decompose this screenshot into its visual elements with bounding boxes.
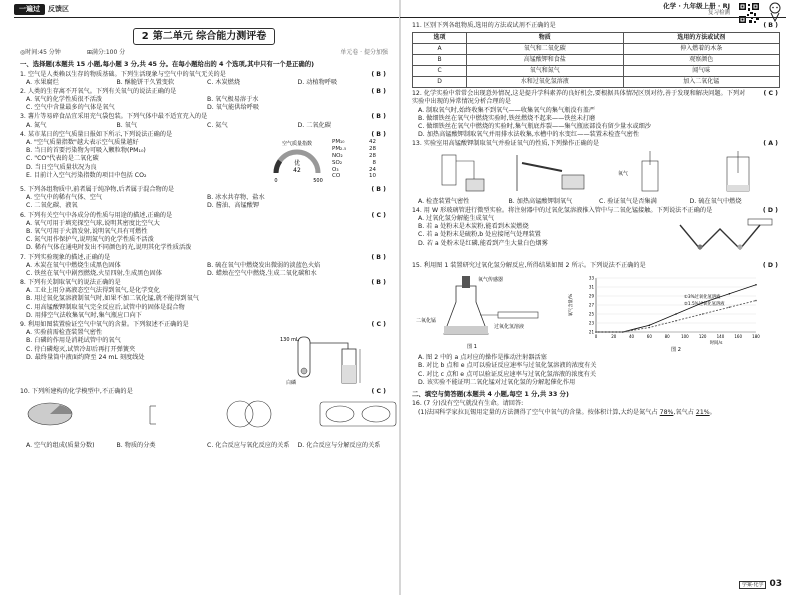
fig13-apparatus [412, 149, 782, 195]
aqi-item [332, 167, 376, 174]
option-c[interactable]: C. 化合反应与氧化反应的关系 [207, 441, 290, 449]
option-list [20, 194, 388, 210]
q16-answer-nitrogen[interactable]: 78% [659, 408, 674, 416]
x-axis-label: 时间/s [709, 341, 723, 347]
option-c[interactable]: C. 对比 c 点和 e 点可以验证反应速率与过氧化氢溶液的浓度有关 [418, 370, 597, 378]
aqi-item [332, 160, 376, 167]
x-tick-label: 20 [611, 334, 617, 340]
table-row [413, 77, 780, 88]
option-c[interactable]: C. 用高锰酸钾制取氧气完全反应后,试管中的固体是混合物 [26, 303, 185, 311]
question-options-col [412, 215, 664, 261]
question-13 [412, 140, 780, 206]
option-b[interactable]: B. 氧气 [116, 121, 138, 129]
option-d[interactable]: D. 用排空气法收集氧气时,集气瓶应口向下 [26, 311, 142, 319]
question-1 [20, 71, 388, 87]
aqi-item [332, 146, 376, 153]
aqi-item-name: SO₂ [332, 159, 343, 166]
publisher-logo [14, 4, 69, 15]
x-tick-label: 80 [664, 334, 670, 340]
table-cell: D [413, 77, 467, 88]
y-tick-label: 23 [588, 320, 594, 326]
q11-table-header [413, 33, 780, 44]
question-stem: 2. 人类的生存离不开氧气。下列有关氧气的说法正确的是 [20, 87, 177, 95]
option-a[interactable]: A. 实验前需检查装置气密性 [26, 329, 103, 337]
page-number-block [739, 579, 782, 591]
exam-score: ⊞满分:100 分 [86, 49, 126, 57]
fig9-apparatus [278, 329, 388, 387]
question-10 [20, 388, 388, 450]
aqi-item-name: CO [332, 173, 341, 180]
question-3 [20, 113, 388, 129]
option-a[interactable]: A. 氧气的化学性质很不活泼 [26, 96, 103, 104]
series-point-2 [702, 313, 704, 315]
page-number: 03 [769, 579, 782, 590]
option-d[interactable]: D. 氧气能供给呼吸 [207, 104, 260, 112]
q11-col-header: 物质 [467, 33, 623, 44]
legend-series-2: ②1.5%过氧化氢溶液 [684, 302, 725, 308]
book-sub: 复习检测 [707, 10, 730, 16]
series-line-2 [596, 301, 756, 333]
series-point-1 [649, 325, 651, 327]
option-a[interactable]: A. 水果腐烂 [26, 78, 59, 86]
y-tick-label: 21 [588, 329, 594, 335]
option-d[interactable]: D. 若 a 处粉末是红磷,能看到产生大量白色烟雾 [418, 239, 548, 247]
question-5 [20, 186, 388, 211]
aqi-scale-min: 0 [274, 178, 278, 185]
y-tick-label: 29 [588, 293, 594, 299]
question-8 [20, 279, 388, 320]
question-stem: 10. 下列所建构的化学模型中,不正确的是 [20, 388, 133, 396]
option-list [20, 442, 388, 450]
table-cell: 闻气味 [623, 66, 779, 77]
answer-mark[interactable]: ( B ) [371, 130, 386, 138]
y-tick-label: 33 [588, 275, 594, 281]
answer-mark[interactable]: ( B ) [371, 186, 386, 194]
book-tag: 化学 · 九年级上册 · RJ [663, 2, 730, 10]
series-point-2 [649, 327, 651, 329]
exam-time: ◎时间:45 分钟 [20, 49, 61, 57]
question-stem: 14. 用 W 形玻璃管进行微型实验。将注射器中的过氧化氢溶液推入管中与二氧化锰接触。下列说法不正确的是 [412, 206, 713, 214]
y-tick-label: 27 [588, 302, 594, 308]
table-cell: 伸入燃着的木条 [623, 44, 779, 55]
series-point-2 [622, 331, 624, 333]
series-point-1 [675, 313, 677, 315]
option-b[interactable]: B. 物质的分类 [116, 441, 156, 449]
option-list [20, 96, 388, 112]
question-4 [20, 131, 388, 185]
series-point-1 [729, 293, 731, 295]
answer-mark[interactable]: ( A ) [763, 140, 778, 148]
aqi-figure [268, 139, 388, 185]
fig15-mno2-label: 二氧化锰 [416, 318, 437, 325]
option-c[interactable]: C. 空气中含量最多的气体是氧气 [26, 104, 115, 112]
answer-mark[interactable]: ( C ) [371, 321, 386, 329]
option-d[interactable]: D. 酱油、高锰酸钾 [207, 202, 260, 210]
option-d[interactable]: D. 该实验不能证明二氧化锰对过氧化氢的分解起催化作用 [418, 378, 576, 386]
question-body [20, 329, 388, 387]
section-heading-fill: 二、填空与简答题(本题共 4 小题,每空 1 分,共 33 分) [412, 390, 569, 398]
option-a[interactable]: A. 过氧化氢分解能生成氧气 [418, 215, 495, 223]
option-b[interactable]: B. 对比 b 点和 e 点可以验证反应速率与过氧化氢溶液的浓度有关 [418, 362, 597, 370]
x-tick-label: 120 [698, 334, 707, 340]
option-list [412, 107, 780, 140]
q11-col-header: 选项 [413, 33, 467, 44]
fig9-label: 白磷 [286, 380, 297, 387]
question-stem: 3. 薯片等易碎食品宜采用充气袋包装。下列气体中最不适宜充入的是 [20, 113, 208, 121]
table-cell: 氧气和氮气 [467, 66, 623, 77]
aqi-item [332, 153, 376, 160]
fig15-sensor-label: 氧气传感器 [478, 277, 504, 284]
table-row [413, 55, 780, 66]
question-16 [412, 400, 780, 416]
q11-col-header: 选用的方法或试剂 [623, 33, 779, 44]
option-d[interactable]: D. 动植物呼吸 [297, 78, 338, 86]
question-stem: 12. 化学实验中常常会出现意外情况,这是提升学科素养的良好机会,要根据具体情况区别对待,善于发现和解决问题。下列对实验中出现的异常情况分析合理的是 [412, 90, 746, 106]
answer-mark[interactable]: ( B ) [371, 87, 386, 95]
option-list [20, 220, 388, 253]
question-2 [20, 88, 388, 113]
table-row [413, 66, 780, 77]
aqi-scale-max: 500 [313, 178, 323, 185]
answer-mark[interactable]: ( D ) [762, 262, 778, 270]
option-b[interactable]: B. 若 a 处粉末是木炭粉,能看到木炭燃烧 [418, 223, 529, 231]
answer-mark[interactable]: ( D ) [762, 206, 778, 214]
x-tick-label: 60 [646, 334, 652, 340]
question-7 [20, 254, 388, 279]
question-body [20, 139, 388, 185]
option-b[interactable]: B. 做细铁丝在氧气中燃烧实验时,铁丝燃烧不起来——铁丝未打磨 [418, 114, 596, 122]
series-point-2 [675, 320, 677, 322]
option-a[interactable]: A. 氧气可用于填充探空气球,说明其密度比空气大 [26, 219, 160, 227]
page-label: 学案·化学 [739, 581, 767, 590]
option-c[interactable]: C. 验证氧气是否集满 [599, 197, 657, 205]
exam-meta [20, 49, 388, 57]
aqi-item-value: 28 [369, 145, 376, 152]
q16-line1 [412, 409, 780, 417]
question-stem: 13. 实验室用高锰酸钾制取氧气并验证氧气的性质,下列操作正确的是 [412, 140, 600, 148]
exam-note: 单元卷 · 提分加强 [340, 49, 388, 57]
aqi-quality: 优 [293, 160, 301, 168]
question-stem: 1. 空气是人类赖以生存的物质基础。下列生活现象与空气中的氧气无关的是 [20, 70, 226, 78]
table-cell: B [413, 55, 467, 66]
option-b[interactable]: B. 白磷的作用是消耗试管中的氧气 [26, 337, 121, 345]
exam-title [20, 28, 388, 45]
aqi-item-value: 10 [369, 173, 376, 180]
answer-mark[interactable]: ( C ) [371, 388, 386, 396]
exam-title-box [133, 28, 275, 45]
logo-text: 反馈区 [48, 5, 69, 13]
series-point-2 [729, 307, 731, 309]
aqi-item-name: PM₂.₅ [332, 145, 347, 152]
x-tick-label: 40 [629, 334, 635, 340]
option-b[interactable]: B. 氧气可用于火箭发射,说明氧气具有可燃性 [26, 227, 148, 235]
aqi-item-name: NO₂ [332, 152, 343, 159]
question-stem: 4. 某市某日的空气质量日报如下所示,下列说法正确的是 [20, 130, 173, 138]
option-d[interactable]: D. 稀有气体在通电时发出不同颜色的光,说明其化学性质活泼 [26, 244, 192, 252]
option-list [20, 122, 388, 130]
option-b[interactable]: B. 用过氧化氢溶液制氧气时,如果不加二氧化锰,就不能得到氧气 [26, 295, 199, 303]
option-b[interactable]: B. 酥脆饼干久置变软 [116, 78, 175, 86]
exam-title-text: 第二单元 综合能力测评卷 [152, 31, 267, 42]
table-cell: 水和过氧化氢溶液 [467, 77, 623, 88]
aqi-item-value: 8 [372, 159, 376, 166]
logo-badge: 一遍过 [14, 4, 45, 15]
question-12 [412, 90, 780, 139]
option-list [20, 262, 388, 278]
question-options-col [20, 139, 262, 185]
section-heading-choice: 一、选择题(本题共 15 小题,每小题 3 分,共 45 分。在每小题给出的 4 个选项,其中只有一个是正确的) [20, 60, 315, 69]
option-d[interactable]: D. 最终量筒中液面约降至 24 mL 刻度线处 [26, 353, 145, 361]
option-c[interactable]: C. 若 a 处粉末是硫粉,b 处应接尾气处理装置 [418, 231, 541, 239]
q11-table [412, 32, 780, 88]
question-14 [412, 207, 780, 261]
option-c[interactable]: C. "CO"代表的是二氧化碳 [26, 155, 99, 163]
fig10-models [20, 396, 400, 438]
aqi-item-name: O₃ [332, 166, 339, 173]
q16-line1-text: (1)法国科学家拉瓦锡用定量的方法测得了空气中氧气的含量。按体积计算,大约是氮气占 [418, 408, 658, 416]
option-a[interactable]: A. 氮气 [26, 121, 47, 129]
q16-answer-oxygen[interactable]: 21% [695, 408, 710, 416]
option-b[interactable]: B. 冰水共存物、盐水 [207, 194, 265, 202]
option-b[interactable]: B. 加热高锰酸钾制氧气 [508, 197, 573, 205]
option-d[interactable]: D. 硫在氧气中燃烧 [689, 197, 742, 205]
aqi-item [332, 139, 376, 146]
q16-stem: 16. (7 分)没有空气就没有生命。请回答: [412, 400, 524, 408]
y-axis-label: 氧气含量/% [569, 293, 574, 317]
exam-number: 2 [141, 31, 149, 42]
answer-mark[interactable]: ( C ) [371, 211, 386, 219]
aqi-items [332, 139, 376, 180]
option-a[interactable]: A. 检查装置气密性 [418, 197, 470, 205]
fig9-tube-volume: 130 mL [280, 337, 299, 344]
fig15-h2o2-label: 过氧化氢溶液 [494, 324, 525, 331]
option-list [20, 329, 272, 362]
aqi-gauge-label: 空气质量指数 [281, 141, 313, 148]
option-a[interactable]: A. 工业上用分离液态空气法得到氧气,是化学变化 [26, 287, 160, 295]
answer-mark[interactable]: ( B ) [371, 113, 386, 121]
answer-mark[interactable]: ( B ) [763, 22, 778, 29]
table-cell: 观察颜色 [623, 55, 779, 66]
option-c[interactable]: C. 氦气 [207, 121, 228, 129]
table-cell: 加入二氧化锰 [623, 77, 779, 88]
option-d[interactable]: D. 当日空气质量状况为良 [26, 163, 97, 171]
option-a[interactable]: A. 空气的组成(质量分数) [26, 441, 95, 449]
right-question-list [412, 22, 780, 387]
x-tick-label: 140 [716, 334, 725, 340]
table-cell: 氧气和二氧化碳 [467, 44, 623, 55]
option-a[interactable]: A. 制取氧气时,始终收集不到氧气——收集氧气的集气瓶没有盖严 [418, 106, 596, 114]
option-a[interactable]: A. 木炭在氧气中燃烧生成黑色固体 [26, 261, 121, 269]
option-a[interactable]: A. 图 2 中的 a 点对应的操作是推动注射器活塞 [418, 354, 547, 362]
mascot-icon [766, 2, 784, 22]
question-9 [20, 321, 388, 387]
aqi-gauge [268, 139, 326, 185]
legend-series-1: ①3%过氧化氢溶液 [684, 295, 721, 301]
x-tick-label: 180 [752, 334, 760, 340]
option-list [20, 139, 262, 180]
question-11 [412, 22, 780, 88]
answer-mark[interactable]: ( B ) [371, 279, 386, 287]
answer-mark[interactable]: ( C ) [763, 90, 778, 98]
question-stem: 6. 下列有关空气中各成分的性质与用途的描述,正确的是 [20, 211, 173, 219]
option-b[interactable]: B. 当日的首要污染物为可吸入颗粒物(PM₁₀) [26, 147, 146, 155]
option-c[interactable]: C. 铁丝在氧气中剧烈燃烧,火星四射,生成黑色固体 [26, 269, 162, 277]
option-c[interactable]: C. 氮气用作保护气,说明氮气的化学性质不活泼 [26, 236, 154, 244]
option-b[interactable]: B. 氧气极易溶于水 [207, 96, 259, 104]
option-a[interactable]: A. "空气质量指数"越大表示空气质量越好 [26, 139, 139, 147]
question-15 [412, 262, 780, 387]
option-b[interactable]: B. 硫在氧气中燃烧发出微弱的淡蓝色火焰 [207, 261, 321, 269]
series-line-1 [596, 285, 756, 332]
option-list [20, 287, 388, 320]
option-list [412, 215, 664, 248]
x-tick-label: 0 [594, 334, 598, 340]
option-a[interactable]: A. 空气中的稀有气体、空气 [26, 194, 103, 202]
qr-code-icon [738, 2, 760, 24]
option-c[interactable]: C. 待白磷熄灭,试管冷却后再打开弹簧夹 [26, 345, 136, 353]
option-d[interactable]: D. 加热高锰酸钾制取氧气并用排水法收集,水槽中的水变红——装置未检查气密性 [418, 131, 640, 139]
fig15-fig1-caption: 图 1 [467, 344, 477, 351]
table-cell: 高锰酸钾和食盐 [467, 55, 623, 66]
aqi-item [332, 173, 376, 180]
option-c[interactable]: C. 二氧化碳、液氧 [26, 202, 78, 210]
table-cell: A [413, 44, 467, 55]
series-point-2 [755, 300, 757, 302]
aqi-value: 42 [293, 167, 301, 175]
question-stem: 7. 下列实验现象的描述,正确的是 [20, 253, 111, 261]
fig15-row [416, 272, 780, 352]
fig15-apparatus [416, 272, 556, 352]
fig15-fig2-caption: 图 2 [671, 347, 681, 353]
question-stem: 9. 利用如图装置验证空气中氧气的含量。下列叙述不正确的是 [20, 321, 189, 329]
fig14-w-tube [670, 215, 780, 261]
series-point-2 [595, 331, 597, 333]
x-tick-label: 100 [681, 334, 689, 340]
question-stem: 5. 下列各组物质中,前者属于纯净物,后者属于混合物的是 [20, 186, 175, 194]
question-6 [20, 212, 388, 253]
question-options-col [20, 329, 272, 387]
option-d[interactable]: D. 二氧化碳 [297, 121, 331, 129]
option-d[interactable]: D. 蜡烛在空气中燃烧,生成二氧化碳和水 [207, 269, 317, 277]
aqi-item-name: PM₁₀ [332, 139, 345, 146]
y-tick-label: 25 [588, 311, 594, 317]
series-point-1 [755, 284, 757, 286]
header-rule [14, 17, 400, 18]
question-stem: 15. 利用图 1 装置研究过氧化氢分解反应,所得结果如图 2 所示。下列说法不正确的是 [412, 262, 646, 270]
option-d[interactable]: D. 化合反应与分解反应的关系 [297, 441, 381, 449]
option-list [412, 354, 780, 387]
table-cell: C [413, 66, 467, 77]
option-e[interactable]: E. 目前计入空气污染指数的项目中包括 CO₂ [26, 171, 147, 179]
question-stem: 11. 区别下列各组物质,选用的方法或试剂不正确的是 [412, 22, 556, 29]
q16-mid: ,氧气占 [673, 408, 694, 416]
fig15-chart [566, 272, 766, 352]
question-body [412, 215, 780, 261]
question-stem: 8. 下列有关制取氧气的说法正确的是 [20, 279, 121, 287]
left-question-list [20, 71, 388, 450]
aqi-item-value: 24 [369, 166, 376, 173]
answer-mark[interactable]: ( B ) [371, 253, 386, 261]
q16-end: 。 [709, 408, 716, 416]
fig13-label: 氧气 [618, 170, 629, 177]
option-list [412, 198, 780, 206]
header-rule-right [400, 17, 786, 18]
option-list [20, 79, 388, 87]
answer-mark[interactable]: ( B ) [371, 70, 386, 78]
option-c[interactable]: C. 木炭燃烧 [207, 78, 241, 86]
aqi-item-value: 28 [369, 152, 376, 159]
option-c[interactable]: C. 做细铁丝在氧气中燃烧的实验时,集气瓶底炸裂——集气瓶底部没有留少量水或细沙 [418, 122, 651, 130]
right-page [400, 0, 800, 595]
y-tick-label: 31 [588, 284, 594, 290]
x-tick-label: 160 [734, 334, 743, 340]
table-row [413, 44, 780, 55]
aqi-item-value: 42 [369, 139, 376, 146]
